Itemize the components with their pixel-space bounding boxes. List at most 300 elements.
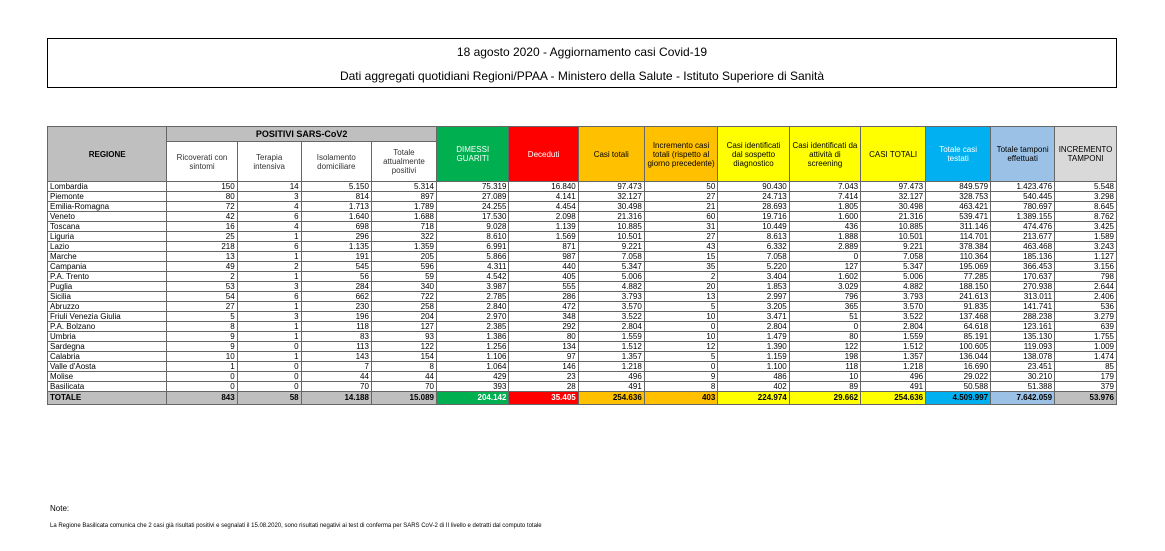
table-cell: 5.150 — [301, 182, 371, 192]
table-cell: 10 — [644, 312, 718, 322]
total-cell: 224.974 — [718, 392, 789, 405]
region-name: Basilicata — [48, 382, 167, 392]
table-cell: 1 — [237, 322, 301, 332]
table-cell: 91.835 — [926, 302, 991, 312]
header-regione: REGIONE — [48, 127, 167, 182]
region-name: Sicilia — [48, 292, 167, 302]
table-cell: 97 — [509, 352, 578, 362]
table-cell: 100.605 — [926, 342, 991, 352]
table-cell: 2.997 — [718, 292, 789, 302]
total-cell: 14.188 — [301, 392, 371, 405]
table-cell: 44 — [301, 372, 371, 382]
table-cell: 1.106 — [436, 352, 508, 362]
table-cell: 2.098 — [509, 212, 578, 222]
table-cell: 3.404 — [718, 272, 789, 282]
table-cell: 30.498 — [861, 202, 926, 212]
table-cell: 4.882 — [861, 282, 926, 292]
table-cell: 51 — [789, 312, 860, 322]
table-cell: 9.221 — [578, 242, 644, 252]
table-row — [48, 202, 1117, 212]
table-cell: 9.028 — [436, 222, 508, 232]
table-cell: 472 — [509, 302, 578, 312]
table-cell: 1.218 — [861, 362, 926, 372]
table-cell: 1.888 — [789, 232, 860, 242]
table-cell: 134 — [509, 342, 578, 352]
table-row — [48, 282, 1117, 292]
table-cell: 378.384 — [926, 242, 991, 252]
region-name: Marche — [48, 252, 167, 262]
table-cell: 7.043 — [789, 182, 860, 192]
table-cell: 491 — [861, 382, 926, 392]
header-sospetto: Casi identificati dal sospetto diagnostico — [718, 127, 789, 182]
table-cell: 596 — [371, 262, 436, 272]
table-cell: 16.690 — [926, 362, 991, 372]
table-cell: 366.453 — [991, 262, 1055, 272]
header-testati: Totale casi testati — [926, 127, 991, 182]
table-cell: 3 — [237, 282, 301, 292]
table-cell: 555 — [509, 282, 578, 292]
table-cell: 21.316 — [578, 212, 644, 222]
total-cell: 254.636 — [578, 392, 644, 405]
table-cell: 204 — [371, 312, 436, 322]
table-cell: 24.713 — [718, 192, 789, 202]
table-cell: 5.220 — [718, 262, 789, 272]
header-terapia: Terapia intensiva — [237, 142, 301, 182]
table-cell: 780.697 — [991, 202, 1055, 212]
table-cell: 2.385 — [436, 322, 508, 332]
table-cell: 9 — [167, 342, 237, 352]
table-cell: 796 — [789, 292, 860, 302]
table-cell: 75.319 — [436, 182, 508, 192]
total-row — [48, 392, 1117, 405]
region-name: P.A. Trento — [48, 272, 167, 282]
table-cell: 3.298 — [1055, 192, 1117, 202]
table-cell: 5.548 — [1055, 182, 1117, 192]
table-cell: 2.804 — [718, 322, 789, 332]
header-incremento-tamponi: INCREMENTO TAMPONI — [1055, 127, 1117, 182]
table-cell: 3.570 — [861, 302, 926, 312]
table-cell: 1 — [237, 302, 301, 312]
table-row — [48, 192, 1117, 202]
table-cell: 8.613 — [718, 232, 789, 242]
table-cell: 77.285 — [926, 272, 991, 282]
table-cell: 64.618 — [926, 322, 991, 332]
table-cell: 4.141 — [509, 192, 578, 202]
table-cell: 4 — [237, 202, 301, 212]
header-dimessi: DIMESSI GUARITI — [436, 127, 508, 182]
table-cell: 56 — [301, 272, 371, 282]
table-cell: 0 — [167, 372, 237, 382]
table-cell: 0 — [237, 362, 301, 372]
table-cell: 2.644 — [1055, 282, 1117, 292]
table-cell: 213.677 — [991, 232, 1055, 242]
table-cell: 1.512 — [578, 342, 644, 352]
table-cell: 871 — [509, 242, 578, 252]
table-cell: 90.430 — [718, 182, 789, 192]
table-cell: 191 — [301, 252, 371, 262]
region-name: Liguria — [48, 232, 167, 242]
report-title: 18 agosto 2020 - Aggiornamento casi Covid-19 — [456, 45, 708, 59]
table-cell: 119.093 — [991, 342, 1055, 352]
table-cell: 150 — [167, 182, 237, 192]
table-cell: 28 — [509, 382, 578, 392]
region-name: Calabria — [48, 352, 167, 362]
table-cell: 0 — [167, 382, 237, 392]
table-cell: 5.347 — [861, 262, 926, 272]
table-cell: 296 — [301, 232, 371, 242]
header-totale-positivi: Totale attualmente positivi — [371, 142, 436, 182]
covid-data-table — [47, 126, 1117, 405]
table-cell: 10 — [644, 332, 718, 342]
table-cell: 6 — [237, 212, 301, 222]
table-cell: 27 — [644, 192, 718, 202]
table-cell: 4 — [237, 222, 301, 232]
table-cell: 188.150 — [926, 282, 991, 292]
table-cell: 1.602 — [789, 272, 860, 282]
table-cell: 205 — [371, 252, 436, 262]
table-cell: 44 — [371, 372, 436, 382]
table-cell: 3.243 — [1055, 242, 1117, 252]
table-cell: 10 — [789, 372, 860, 382]
table-cell: 1.589 — [1055, 232, 1117, 242]
table-cell: 2.970 — [436, 312, 508, 322]
table-cell: 536 — [1055, 302, 1117, 312]
table-cell: 698 — [301, 222, 371, 232]
table-cell: 5 — [644, 352, 718, 362]
region-name: Emilia-Romagna — [48, 202, 167, 212]
total-cell: 7.642.059 — [991, 392, 1055, 405]
total-cell: 53.976 — [1055, 392, 1117, 405]
table-cell: 1.512 — [861, 342, 926, 352]
header-screening: Casi identificati da attività di screening — [789, 127, 860, 182]
total-cell: 254.636 — [861, 392, 926, 405]
table-cell: 59 — [371, 272, 436, 282]
table-cell: 798 — [1055, 272, 1117, 282]
table-cell: 17.530 — [436, 212, 508, 222]
table-cell: 491 — [578, 382, 644, 392]
region-name: Umbria — [48, 332, 167, 342]
table-cell: 0 — [644, 362, 718, 372]
table-cell: 1.479 — [718, 332, 789, 342]
report-title-box — [47, 38, 1117, 88]
table-cell: 1.139 — [509, 222, 578, 232]
table-cell: 2 — [167, 272, 237, 282]
table-cell: 14 — [237, 182, 301, 192]
table-cell: 170.637 — [991, 272, 1055, 282]
table-cell: 402 — [718, 382, 789, 392]
table-cell: 3.425 — [1055, 222, 1117, 232]
table-cell: 21.316 — [861, 212, 926, 222]
table-cell: 3.987 — [436, 282, 508, 292]
table-cell: 135.130 — [991, 332, 1055, 342]
table-cell: 15 — [644, 252, 718, 262]
table-cell: 5.006 — [578, 272, 644, 282]
table-cell: 70 — [301, 382, 371, 392]
table-cell: 1 — [237, 352, 301, 362]
table-body — [48, 182, 1117, 405]
table-cell: 50 — [644, 182, 718, 192]
table-cell: 24.255 — [436, 202, 508, 212]
table-cell: 2.785 — [436, 292, 508, 302]
region-name: Sardegna — [48, 342, 167, 352]
table-cell: 270.938 — [991, 282, 1055, 292]
table-cell: 97.473 — [578, 182, 644, 192]
table-cell: 10.501 — [578, 232, 644, 242]
region-name: Valle d'Aosta — [48, 362, 167, 372]
table-cell: 13 — [644, 292, 718, 302]
table-cell: 286 — [509, 292, 578, 302]
table-row — [48, 332, 1117, 342]
region-name: Toscana — [48, 222, 167, 232]
table-cell: 1.713 — [301, 202, 371, 212]
table-cell: 138.078 — [991, 352, 1055, 362]
table-cell: 53 — [167, 282, 237, 292]
table-cell: 405 — [509, 272, 578, 282]
table-cell: 3.793 — [578, 292, 644, 302]
table-cell: 30.498 — [578, 202, 644, 212]
table-cell: 32.127 — [578, 192, 644, 202]
table-cell: 20 — [644, 282, 718, 292]
table-cell: 9 — [167, 332, 237, 342]
table-cell: 540.445 — [991, 192, 1055, 202]
table-cell: 2.840 — [436, 302, 508, 312]
table-cell: 463.421 — [926, 202, 991, 212]
table-cell: 35 — [644, 262, 718, 272]
table-cell: 198 — [789, 352, 860, 362]
table-cell: 0 — [237, 372, 301, 382]
table-cell: 3.522 — [578, 312, 644, 322]
table-cell: 1.559 — [861, 332, 926, 342]
table-row — [48, 272, 1117, 282]
total-cell: 15.089 — [371, 392, 436, 405]
region-name: Molise — [48, 372, 167, 382]
table-cell: 185.136 — [991, 252, 1055, 262]
table-row — [48, 322, 1117, 332]
table-row — [48, 292, 1117, 302]
total-cell: 29.662 — [789, 392, 860, 405]
table-cell: 0 — [789, 252, 860, 262]
table-cell: 4.454 — [509, 202, 578, 212]
table-cell: 1 — [237, 332, 301, 342]
table-cell: 10.449 — [718, 222, 789, 232]
total-cell: 403 — [644, 392, 718, 405]
table-cell: 49 — [167, 262, 237, 272]
table-cell: 1 — [237, 232, 301, 242]
table-cell: 23 — [509, 372, 578, 382]
table-cell: 3 — [237, 312, 301, 322]
table-cell: 987 — [509, 252, 578, 262]
table-cell: 9.221 — [861, 242, 926, 252]
table-cell: 1.159 — [718, 352, 789, 362]
table-cell: 3.156 — [1055, 262, 1117, 272]
table-cell: 2 — [237, 262, 301, 272]
report-subtitle: Dati aggregati quotidiani Regioni/PPAA - Ministero della Salute - Istituto Superiore di Sanità — [339, 69, 825, 83]
table-row — [48, 342, 1117, 352]
table-cell: 463.468 — [991, 242, 1055, 252]
table-cell: 3 — [237, 192, 301, 202]
table-cell: 42 — [167, 212, 237, 222]
table-cell: 93 — [371, 332, 436, 342]
table-row — [48, 232, 1117, 242]
table-cell: 114.701 — [926, 232, 991, 242]
table-cell: 718 — [371, 222, 436, 232]
region-name: Lombardia — [48, 182, 167, 192]
table-cell: 51.388 — [991, 382, 1055, 392]
region-name: Friuli Venezia Giulia — [48, 312, 167, 322]
table-row — [48, 352, 1117, 362]
table-cell: 284 — [301, 282, 371, 292]
table-cell: 141.741 — [991, 302, 1055, 312]
table-cell: 7.058 — [861, 252, 926, 262]
table-cell: 31 — [644, 222, 718, 232]
table-cell: 2.804 — [861, 322, 926, 332]
table-cell: 137.468 — [926, 312, 991, 322]
table-cell: 122 — [371, 342, 436, 352]
table-row — [48, 312, 1117, 322]
table-cell: 54 — [167, 292, 237, 302]
table-cell: 7.058 — [578, 252, 644, 262]
table-cell: 3.205 — [718, 302, 789, 312]
table-cell: 16.840 — [509, 182, 578, 192]
table-cell: 83 — [301, 332, 371, 342]
note-label: Note: — [50, 504, 70, 513]
table-cell: 2.804 — [578, 322, 644, 332]
table-cell: 3.029 — [789, 282, 860, 292]
table-cell: 496 — [861, 372, 926, 382]
table-cell: 1.359 — [371, 242, 436, 252]
table-cell: 118 — [789, 362, 860, 372]
table-row — [48, 362, 1117, 372]
table-cell: 4.542 — [436, 272, 508, 282]
table-row — [48, 182, 1117, 192]
header-casi-totali-2: CASI TOTALI — [861, 127, 926, 182]
table-cell: 258 — [371, 302, 436, 312]
table-cell: 2 — [644, 272, 718, 282]
table-cell: 60 — [644, 212, 718, 222]
table-cell: 8.645 — [1055, 202, 1117, 212]
table-cell: 196 — [301, 312, 371, 322]
table-row — [48, 252, 1117, 262]
region-name: Piemonte — [48, 192, 167, 202]
region-name: Lazio — [48, 242, 167, 252]
table-row — [48, 222, 1117, 232]
table-cell: 5.006 — [861, 272, 926, 282]
table-cell: 365 — [789, 302, 860, 312]
table-cell: 1.853 — [718, 282, 789, 292]
table-cell: 118 — [301, 322, 371, 332]
table-cell: 146 — [509, 362, 578, 372]
table-cell: 4.311 — [436, 262, 508, 272]
table-cell: 143 — [301, 352, 371, 362]
table-cell: 80 — [509, 332, 578, 342]
table-cell: 1.135 — [301, 242, 371, 252]
table-cell: 1.009 — [1055, 342, 1117, 352]
table-cell: 241.613 — [926, 292, 991, 302]
table-cell: 313.011 — [991, 292, 1055, 302]
table-cell: 5 — [167, 312, 237, 322]
table-cell: 1.640 — [301, 212, 371, 222]
table-cell: 348 — [509, 312, 578, 322]
table-cell: 722 — [371, 292, 436, 302]
table-cell: 2.889 — [789, 242, 860, 252]
region-name: Puglia — [48, 282, 167, 292]
table-cell: 7 — [301, 362, 371, 372]
table-cell: 16 — [167, 222, 237, 232]
table-cell: 0 — [644, 322, 718, 332]
header-positivi-group: POSITIVI SARS-CoV2 — [167, 127, 437, 142]
table-cell: 136.044 — [926, 352, 991, 362]
table-cell: 0 — [789, 322, 860, 332]
table-cell: 8 — [167, 322, 237, 332]
table-cell: 80 — [167, 192, 237, 202]
table-cell: 1.357 — [578, 352, 644, 362]
table-cell: 1.688 — [371, 212, 436, 222]
table-cell: 8.610 — [436, 232, 508, 242]
table-cell: 1.357 — [861, 352, 926, 362]
table-cell: 43 — [644, 242, 718, 252]
header-isolamento: Isolamento domiciliare — [301, 142, 371, 182]
header-ricoverati: Ricoverati con sintomi — [167, 142, 237, 182]
table-cell: 311.146 — [926, 222, 991, 232]
table-cell: 89 — [789, 382, 860, 392]
table-cell: 1.390 — [718, 342, 789, 352]
table-cell: 1.127 — [1055, 252, 1117, 262]
table-cell: 6.991 — [436, 242, 508, 252]
table-cell: 393 — [436, 382, 508, 392]
table-cell: 1.805 — [789, 202, 860, 212]
table-cell: 3.471 — [718, 312, 789, 322]
table-row — [48, 372, 1117, 382]
table-row — [48, 212, 1117, 222]
header-deceduti: Deceduti — [509, 127, 578, 182]
total-label: TOTALE — [48, 392, 167, 405]
table-cell: 32.127 — [861, 192, 926, 202]
table-cell: 5.866 — [436, 252, 508, 262]
table-cell: 218 — [167, 242, 237, 252]
table-cell: 10 — [167, 352, 237, 362]
total-cell: 4.509.997 — [926, 392, 991, 405]
table-cell: 19.716 — [718, 212, 789, 222]
region-name: Abruzzo — [48, 302, 167, 312]
region-name: P.A. Bolzano — [48, 322, 167, 332]
table-cell: 6 — [237, 292, 301, 302]
table-cell: 0 — [237, 342, 301, 352]
table-cell: 474.476 — [991, 222, 1055, 232]
table-cell: 322 — [371, 232, 436, 242]
table-cell: 1.218 — [578, 362, 644, 372]
table-cell: 3.522 — [861, 312, 926, 322]
table-cell: 123.161 — [991, 322, 1055, 332]
table-cell: 80 — [789, 332, 860, 342]
table-cell: 23.451 — [991, 362, 1055, 372]
table-cell: 1 — [167, 362, 237, 372]
table-cell: 0 — [237, 382, 301, 392]
table-cell: 110.364 — [926, 252, 991, 262]
total-cell: 58 — [237, 392, 301, 405]
header-casi-totali: Casi totali — [578, 127, 644, 182]
total-cell: 35.405 — [509, 392, 578, 405]
table-cell: 814 — [301, 192, 371, 202]
table-cell: 12 — [644, 342, 718, 352]
table-row — [48, 382, 1117, 392]
header-tamponi: Totale tamponi effettuati — [991, 127, 1055, 182]
total-cell: 204.142 — [436, 392, 508, 405]
table-cell: 1.559 — [578, 332, 644, 342]
table-cell: 8.762 — [1055, 212, 1117, 222]
table-cell: 1.789 — [371, 202, 436, 212]
table-cell: 70 — [371, 382, 436, 392]
table-cell: 28.693 — [718, 202, 789, 212]
